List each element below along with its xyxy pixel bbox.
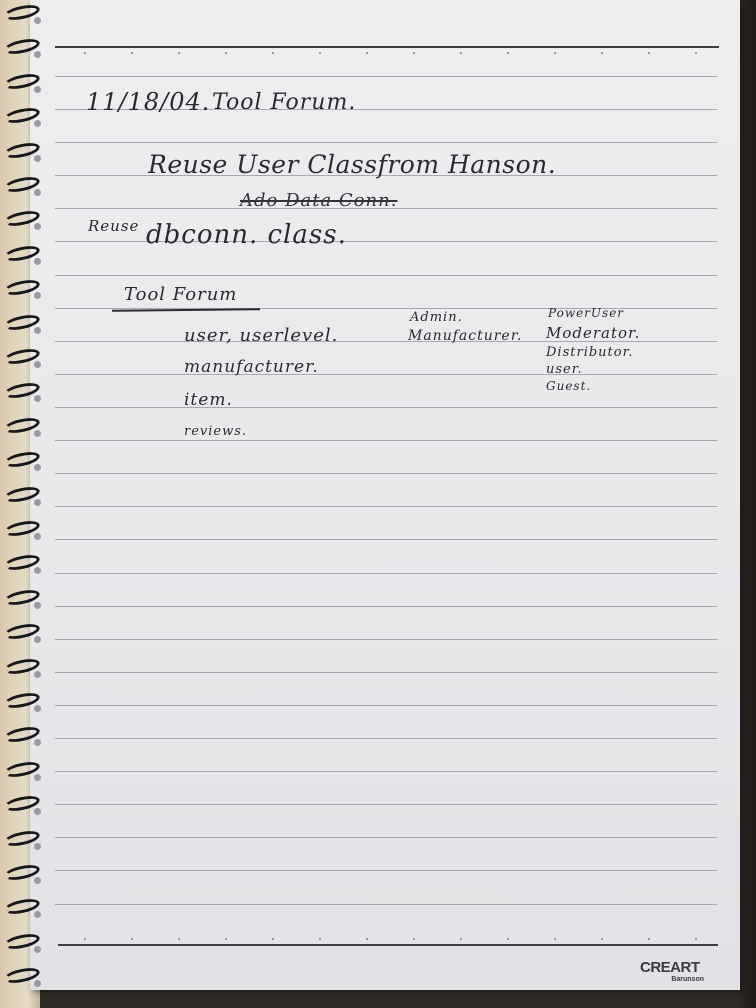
margin-dot: [554, 52, 556, 54]
binding-hole: [34, 292, 41, 299]
binding-hole: [34, 361, 41, 368]
ruled-line: [55, 738, 717, 739]
ruled-line: [55, 473, 717, 474]
margin-dot: [225, 52, 227, 54]
binding-hole: [34, 911, 41, 918]
notebook-page-edge: [740, 0, 756, 1008]
binding-hole: [34, 258, 41, 265]
binding-hole: [34, 774, 41, 781]
margin-dot: [178, 938, 180, 940]
dbconn-class-line: dbconn. class.: [146, 220, 347, 250]
binding-hole: [34, 120, 41, 127]
ruled-line: [55, 76, 717, 77]
margin-dot: [272, 52, 274, 54]
binding-hole: [34, 464, 41, 471]
ruled-line: [55, 275, 717, 276]
binding-hole: [34, 980, 41, 987]
brand-name: CREART: [640, 959, 700, 976]
creart-logo: [640, 960, 710, 986]
binding-hole: [34, 705, 41, 712]
ruled-line: [55, 705, 717, 706]
reuse-user-class-line: Reuse User Classfrom Hanson.: [148, 150, 557, 179]
ruled-line: [55, 142, 717, 143]
ruled-line: [55, 440, 717, 441]
ruled-line: [55, 374, 717, 375]
margin-dot: [131, 938, 133, 940]
entity-item: item.: [184, 390, 233, 410]
user-level-item: user.: [546, 362, 583, 377]
bottom-margin-line: [58, 944, 718, 946]
manufacturer-label: Manufacturer.: [408, 328, 523, 344]
margin-dot: [178, 52, 180, 54]
binding-hole: [34, 877, 41, 884]
margin-dot: [366, 52, 368, 54]
binding-hole: [34, 155, 41, 162]
binding-hole: [34, 189, 41, 196]
margin-dot: [554, 938, 556, 940]
margin-dot: [648, 938, 650, 940]
struck-out-text: Ado Data Conn.: [240, 190, 398, 211]
ruled-line: [55, 639, 717, 640]
ruled-line: [55, 837, 717, 838]
binding-hole: [34, 17, 41, 24]
reuse-label: Reuse: [88, 217, 140, 235]
ruled-line: [55, 771, 717, 772]
margin-dot: [319, 938, 321, 940]
margin-dot: [84, 52, 86, 54]
margin-dot: [225, 938, 227, 940]
ruled-line: [55, 904, 717, 905]
binding-hole: [34, 223, 41, 230]
user-level-item: Guest.: [546, 379, 592, 393]
binding-hole: [34, 430, 41, 437]
binding-hole: [34, 946, 41, 953]
note-title: Tool Forum.: [212, 90, 357, 115]
ruled-line: [55, 573, 717, 574]
binding-hole: [34, 808, 41, 815]
user-level-item: Distributor.: [546, 345, 634, 360]
margin-dot: [413, 52, 415, 54]
notebook-page: [30, 0, 740, 990]
margin-dot: [695, 938, 697, 940]
user-level-item: PowerUser: [548, 306, 625, 320]
entity-item: reviews.: [184, 424, 248, 439]
section-heading: Tool Forum: [124, 284, 238, 305]
ruled-line: [55, 804, 717, 805]
binding-hole: [34, 86, 41, 93]
binding-hole: [34, 327, 41, 334]
ruled-line: [55, 506, 717, 507]
ruled-line: [55, 672, 717, 673]
margin-dot: [648, 52, 650, 54]
margin-dot: [319, 52, 321, 54]
margin-dot: [131, 52, 133, 54]
note-date: 11/18/04.: [86, 88, 211, 116]
binding-hole: [34, 636, 41, 643]
top-margin-line: [55, 46, 719, 48]
margin-dot: [460, 938, 462, 940]
margin-dot: [460, 52, 462, 54]
binding-hole: [34, 499, 41, 506]
binding-hole: [34, 843, 41, 850]
margin-dot: [413, 938, 415, 940]
ruled-line: [55, 407, 717, 408]
binding-hole: [34, 395, 41, 402]
ruled-line: [55, 606, 717, 607]
binding-hole: [34, 602, 41, 609]
brand-subname: Barunson: [671, 976, 704, 983]
binding-hole: [34, 567, 41, 574]
binding-hole: [34, 533, 41, 540]
binding-hole: [34, 671, 41, 678]
margin-dot: [366, 938, 368, 940]
ruled-line: [55, 870, 717, 871]
margin-dot: [601, 52, 603, 54]
ruled-line: [55, 539, 717, 540]
margin-dot: [507, 52, 509, 54]
margin-dot: [507, 938, 509, 940]
margin-dot: [84, 938, 86, 940]
entity-item: user, userlevel.: [184, 325, 339, 346]
user-level-item: Moderator.: [546, 324, 641, 342]
margin-dot: [695, 52, 697, 54]
binding-hole: [34, 51, 41, 58]
margin-dot: [601, 938, 603, 940]
entity-item: manufacturer.: [184, 357, 319, 377]
admin-label: Admin.: [410, 310, 463, 325]
margin-dot: [272, 938, 274, 940]
binding-hole: [34, 739, 41, 746]
